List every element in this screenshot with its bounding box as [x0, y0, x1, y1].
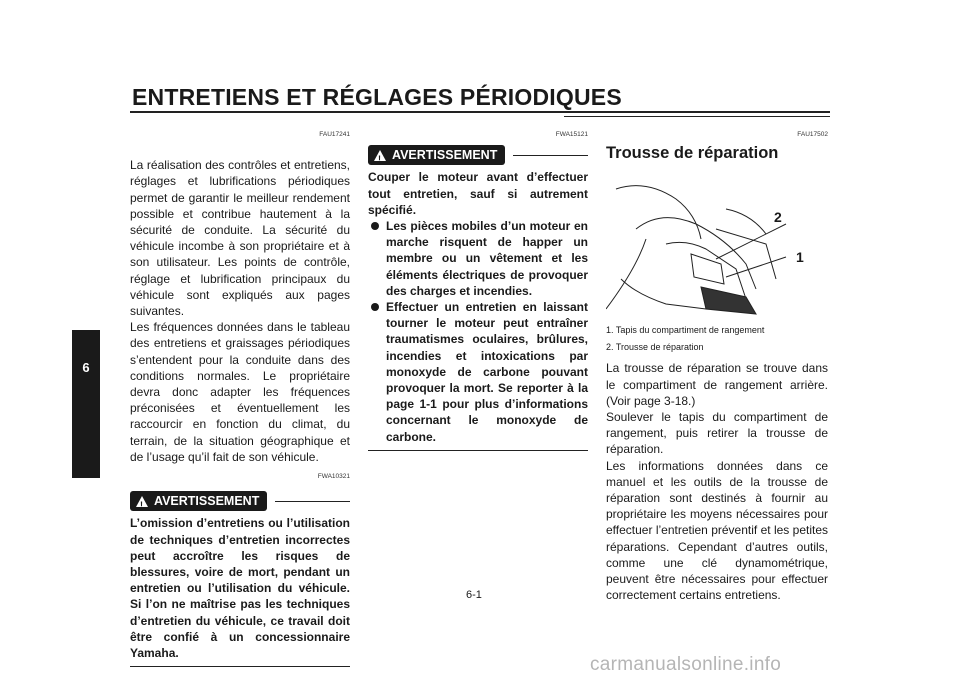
chapter-tab-label: 6 — [82, 360, 90, 375]
intro-paragraph: La réalisation des contrôles et entretiens, réglages et lubrifications périodiques permet de garantir le meilleur rendement possible et contribue hautement à la sécurité de conduite. La sécurité du véhicule incombe à son propriétaire et à son utilisateur. Les points de contrôle, réglage et lubrification principaux du véhicule sont expliqués aux pages suivantes. — [130, 158, 350, 319]
list-item: 1. Tapis du compartiment de rangement — [606, 325, 765, 336]
figure-captions — [606, 323, 828, 354]
frequency-paragraph: Les fréquences données dans le tableau des entretiens et graissages périodiques s’entendent pour la conduite dans des conditions normales. Le propriétaire devra donc adapter les fréquences préconisées et éventuellement les raccourcir en fonction du climat, du terrain, de la situation géographique et de l’usage qu’il fait de son véhicule. — [130, 320, 350, 464]
repair-kit-illustration — [606, 169, 828, 319]
right-column — [606, 127, 828, 603]
warning-triangle-icon: ! — [136, 496, 148, 507]
bullet-icon — [371, 222, 379, 230]
page-number: 6-1 — [466, 589, 482, 601]
figure-callout-1: 1 — [796, 249, 804, 266]
warning-end-rule — [130, 666, 350, 667]
warning-rule — [513, 155, 588, 156]
chapter-tab — [72, 330, 100, 478]
warning-header — [368, 145, 588, 165]
warning-bullets — [368, 218, 588, 445]
warning-triangle-icon: ! — [374, 150, 386, 161]
list-item: 2. Trousse de réparation — [606, 342, 704, 353]
warning-end-rule — [368, 450, 588, 451]
warning-text: L’omission d’entretiens ou l’utilisation de techniques d’entretien incorrectes peut accroître les risques de blessures, voire de mort, pendant un entretien ou l’utilisation du véhicule. Si l’on ne maîtrise pas les techniques d’entretien du véhicule, ce travail doit être confié à un concessionnaire Yamaha. — [130, 516, 350, 661]
list-item: Les pièces mobiles d’un moteur en marche risquent de happer un membre ou un vêtement et les éléments électriques de provoquer des charges et incendies. — [368, 218, 588, 299]
middle-column — [368, 127, 588, 451]
warning-label: AVERTISSEMENT — [392, 148, 498, 163]
warning-header — [130, 491, 350, 511]
header-rule-secondary — [564, 116, 830, 117]
section-code: FAU17502 — [797, 131, 828, 138]
warning-badge — [130, 491, 267, 511]
section-code: FAU17241 — [319, 131, 350, 138]
section-title: Trousse de réparation — [606, 144, 779, 163]
page-header-title: ENTRETIENS ET RÉGLAGES PÉRIODIQUES — [132, 84, 622, 110]
left-column — [130, 127, 350, 667]
header-rule — [130, 111, 830, 113]
location-paragraph: La trousse de réparation se trouve dans le compartiment de rangement arrière. (Voir page 3-18.) — [606, 361, 828, 408]
warning-code: FWA10321 — [317, 473, 350, 481]
list-item: Effectuer un entretien en laissant tourner le moteur peut entraîner traumatismes oculaires, brûlures, incendies et intoxications par monoxyde de carbone pouvant provoquer la mort. Se reporter à la page 1-1 pour plus d’informations concernant le monoxyde de carbone. — [368, 299, 588, 445]
bullet-icon — [371, 303, 379, 311]
site-watermark: carmanualsonline.info — [590, 654, 782, 675]
removal-paragraph: Soulever le tapis du compartiment de rangement, puis retirer la trousse de réparation. — [606, 410, 828, 457]
figure-callout-2: 2 — [774, 209, 782, 226]
warning-label: AVERTISSEMENT — [154, 494, 260, 509]
warning-intro: Couper le moteur avant d’effectuer tout entretien, sauf si autrement spécifié. — [368, 170, 588, 217]
tools-paragraph: Les informations données dans ce manuel et les outils de la trousse de réparation sont destinés à fournir au propriétaire les moyens nécessaires pour effectuer l’entretien préventif et les petites réparations. Cependant d’autres outils, comme une clé dynamométrique, peuvent être nécessaires pour effectuer correctement certains entretiens. — [606, 458, 828, 603]
repair-kit-figure — [606, 169, 828, 319]
warning-badge — [368, 145, 505, 165]
warning-rule — [275, 501, 350, 502]
warning-code: FWA15121 — [555, 131, 588, 138]
